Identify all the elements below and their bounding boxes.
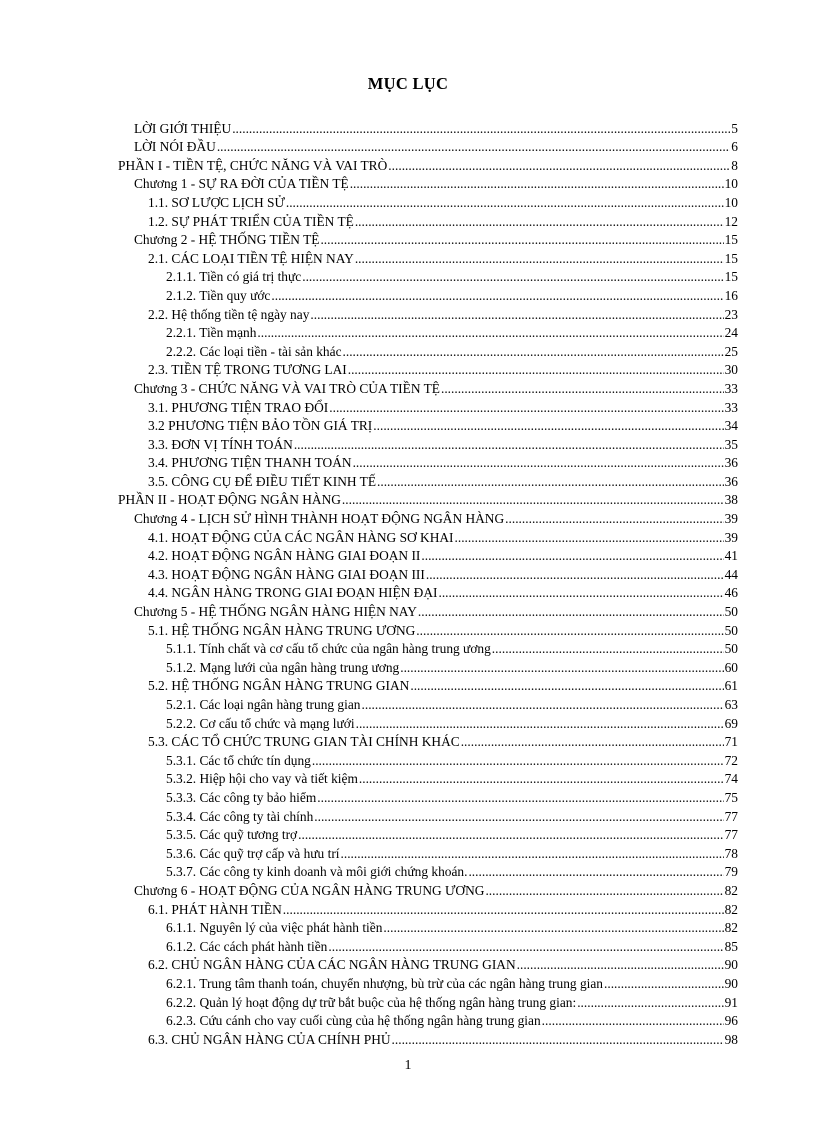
toc-entry[interactable] bbox=[118, 714, 738, 733]
toc-entry-label: 2.1.1. Tiền có giá trị thực bbox=[166, 269, 302, 285]
toc-entry-page: 38 bbox=[724, 492, 738, 508]
toc-entry-label: PHẦN I - TIỀN TỆ, CHỨC NĂNG VÀ VAI TRÒ bbox=[118, 157, 388, 173]
toc-entry-page: 36 bbox=[724, 455, 738, 471]
toc-entry-page: 50 bbox=[724, 622, 738, 638]
toc-entry[interactable] bbox=[118, 844, 738, 863]
toc-entry[interactable] bbox=[118, 733, 738, 752]
dot-leader bbox=[320, 231, 723, 249]
toc-entry[interactable] bbox=[118, 584, 738, 603]
toc-entry-label: 5.3.2. Hiệp hội cho vay và tiết kiệm bbox=[166, 771, 358, 787]
toc-entry-page: 90 bbox=[724, 957, 738, 973]
toc-entry-label: 3.2 PHƯƠNG TIỆN BẢO TỒN GIÁ TRỊ bbox=[148, 418, 373, 434]
toc-entry-page: 72 bbox=[724, 752, 738, 768]
toc-entry[interactable] bbox=[118, 677, 738, 696]
toc-entry[interactable] bbox=[118, 379, 738, 398]
toc-entry-label: 2.1.2. Tiền quy ước bbox=[166, 287, 271, 303]
toc-entry[interactable] bbox=[118, 472, 738, 491]
toc-entry-page: 50 bbox=[724, 604, 738, 620]
toc-entry-page: 39 bbox=[724, 511, 738, 527]
toc-entry-label: 2.1. CÁC LOẠI TIỀN TỆ HIỆN NAY bbox=[148, 250, 354, 266]
dot-leader bbox=[441, 380, 724, 398]
toc-entry[interactable] bbox=[118, 826, 738, 845]
dot-leader bbox=[383, 919, 723, 937]
toc-entry-label: 6.1.2. Các cách phát hành tiền bbox=[166, 938, 328, 954]
toc-entry-label: 5.3.3. Các công ty bảo hiểm bbox=[166, 789, 317, 805]
toc-entry[interactable] bbox=[118, 491, 738, 510]
toc-entry-page: 41 bbox=[724, 548, 738, 564]
toc-entry-label: 5.1.2. Mạng lưới của ngân hàng trung ương bbox=[166, 659, 400, 675]
dot-leader bbox=[350, 175, 724, 193]
toc-entry-label: 5.2.2. Cơ cấu tổ chức và mạng lưới bbox=[166, 715, 355, 731]
toc-entry-page: 46 bbox=[724, 585, 738, 601]
toc-entry[interactable] bbox=[118, 919, 738, 938]
toc-entry[interactable] bbox=[118, 900, 738, 919]
dot-leader bbox=[485, 882, 723, 900]
toc-entry[interactable] bbox=[118, 1030, 738, 1049]
toc-entry-label: Chương 5 - HỆ THỐNG NGÂN HÀNG HIỆN NAY bbox=[134, 604, 417, 620]
dot-leader bbox=[426, 566, 724, 584]
dot-leader bbox=[217, 138, 730, 156]
toc-entry-label: 5.3.6. Các quỹ trợ cấp và hưu trí bbox=[166, 845, 340, 861]
dot-leader bbox=[577, 994, 723, 1012]
toc-entry-label: 5.3. CÁC TỔ CHỨC TRUNG GIAN TÀI CHÍNH KHÁC bbox=[148, 734, 460, 750]
toc-entry-label: 3.4. PHƯƠNG TIỆN THANH TOÁN bbox=[148, 455, 352, 471]
toc-entry-label: 3.3. ĐƠN VỊ TÍNH TOÁN bbox=[148, 436, 293, 452]
toc-entry[interactable] bbox=[118, 640, 738, 659]
dot-leader bbox=[312, 752, 724, 770]
toc-entry-page: 82 bbox=[724, 882, 738, 898]
toc-entry-label: 4.4. NGÂN HÀNG TRONG GIAI ĐOẠN HIỆN ĐẠI bbox=[148, 585, 438, 601]
dot-leader bbox=[517, 956, 724, 974]
dot-leader bbox=[310, 306, 723, 324]
dot-leader bbox=[373, 417, 723, 435]
dot-leader bbox=[298, 826, 723, 844]
dot-leader bbox=[271, 287, 723, 305]
dot-leader bbox=[355, 213, 724, 231]
toc-entry-label: 5.2. HỆ THỐNG NGÂN HÀNG TRUNG GIAN bbox=[148, 678, 410, 694]
toc-entry-label: 1.1. SƠ LƯỢC LỊCH SỬ bbox=[148, 194, 285, 210]
toc-entry-label: 5.2.1. Các loại ngân hàng trung gian bbox=[166, 697, 361, 712]
dot-leader bbox=[232, 120, 730, 138]
toc-entry[interactable] bbox=[118, 398, 738, 417]
toc-entry-label: 6.3. CHỦ NGÂN HÀNG CỦA CHÍNH PHỦ bbox=[148, 1031, 391, 1047]
toc-entry-page: 33 bbox=[724, 399, 738, 415]
dot-leader bbox=[492, 640, 724, 658]
toc-entry-label: Chương 4 - LỊCH SỬ HÌNH THÀNH HOẠT ĐỘNG NGÂN HÀNG bbox=[134, 511, 505, 527]
toc-entry-page: 74 bbox=[724, 771, 738, 787]
toc-entry[interactable] bbox=[118, 881, 738, 900]
dot-leader bbox=[341, 845, 724, 863]
dot-leader bbox=[359, 770, 724, 788]
toc-entry-page: 12 bbox=[724, 213, 738, 229]
toc-entry[interactable] bbox=[118, 175, 738, 194]
toc-entry[interactable] bbox=[118, 324, 738, 343]
toc-entry-label: Chương 2 - HỆ THỐNG TIỀN TỆ bbox=[134, 232, 320, 248]
dot-leader bbox=[410, 677, 723, 695]
dot-leader bbox=[468, 863, 723, 881]
table-of-contents bbox=[118, 119, 738, 1049]
toc-entry-page: 10 bbox=[724, 194, 738, 210]
toc-entry[interactable] bbox=[118, 695, 738, 714]
dot-leader bbox=[314, 808, 723, 826]
toc-entry-page: 23 bbox=[724, 306, 738, 322]
dot-leader bbox=[286, 194, 724, 212]
toc-entry[interactable] bbox=[118, 138, 738, 157]
toc-entry[interactable] bbox=[118, 435, 738, 454]
toc-entry-label: 2.2.2. Các loại tiền - tài sản khác bbox=[166, 343, 342, 359]
toc-entry[interactable] bbox=[118, 509, 738, 528]
toc-entry-label: 6.1.1. Nguyên lý của việc phát hành tiền bbox=[166, 920, 383, 936]
toc-entry[interactable] bbox=[118, 1012, 738, 1031]
toc-entry-label: LỜI GIỚI THIỆU bbox=[134, 120, 232, 136]
toc-entry-label: 1.2. SỰ PHÁT TRIỂN CỦA TIỀN TỆ bbox=[148, 213, 354, 229]
dot-leader bbox=[542, 1012, 724, 1030]
toc-entry-page: 50 bbox=[724, 641, 738, 657]
toc-entry-label: Chương 1 - SỰ RA ĐỜI CỦA TIỀN TỆ bbox=[134, 176, 349, 192]
dot-leader bbox=[438, 584, 723, 602]
dot-leader bbox=[377, 473, 724, 491]
toc-entry[interactable] bbox=[118, 342, 738, 361]
toc-entry[interactable] bbox=[118, 993, 738, 1012]
toc-entry-page: 82 bbox=[724, 920, 738, 936]
dot-leader bbox=[329, 399, 723, 417]
toc-entry-page: 77 bbox=[724, 827, 738, 843]
toc-entry-label: 5.3.1. Các tổ chức tín dụng bbox=[166, 752, 311, 768]
toc-entry[interactable] bbox=[118, 937, 738, 956]
page-number: 1 bbox=[404, 1058, 412, 1073]
dot-leader bbox=[421, 547, 723, 565]
toc-entry[interactable] bbox=[118, 621, 738, 640]
toc-entry-label: Chương 6 - HOẠT ĐỘNG CỦA NGÂN HÀNG TRUNG ƯƠNG bbox=[134, 882, 485, 898]
toc-entry-label: 5.1. HỆ THỐNG NGÂN HÀNG TRUNG ƯƠNG bbox=[148, 622, 416, 638]
toc-entry-page: 98 bbox=[724, 1031, 738, 1047]
dot-leader bbox=[257, 324, 723, 342]
dot-leader bbox=[418, 603, 724, 621]
dot-leader bbox=[328, 938, 723, 956]
toc-entry-page: 71 bbox=[724, 734, 738, 750]
toc-entry-label: 5.3.4. Các công ty tài chính bbox=[166, 808, 314, 824]
dot-leader bbox=[505, 510, 723, 528]
toc-entry-label: 2.2. Hệ thống tiền tệ ngày nay bbox=[148, 306, 310, 322]
toc-entry-label: 3.5. CÔNG CỤ ĐỂ ĐIỀU TIẾT KINH TẾ bbox=[148, 473, 376, 489]
toc-entry-page: 36 bbox=[724, 473, 738, 489]
toc-entry[interactable] bbox=[118, 565, 738, 584]
toc-entry-page: 16 bbox=[724, 287, 738, 303]
toc-entry-label: 5.3.7. Các công ty kinh doanh và môi giới chứng khoán. bbox=[166, 864, 468, 880]
toc-entry-label: Chương 3 - CHỨC NĂNG VÀ VAI TRÒ CỦA TIỀN TỆ bbox=[134, 380, 440, 396]
toc-entry-label: 5.3.5. Các quỹ tương trợ bbox=[166, 827, 298, 843]
dot-leader bbox=[461, 733, 724, 751]
toc-entry-page: 15 bbox=[724, 250, 738, 266]
dot-leader bbox=[302, 268, 723, 286]
toc-entry-label: 6.1. PHÁT HÀNH TIỀN bbox=[148, 901, 282, 917]
toc-entry[interactable] bbox=[118, 286, 738, 305]
toc-entry-label: 6.2.3. Cứu cánh cho vay cuối cùng của hệ thống ngân hàng trung gian bbox=[166, 1013, 541, 1029]
toc-entry[interactable] bbox=[118, 528, 738, 547]
toc-entry-label: 5.1.1. Tính chất và cơ cấu tổ chức của ngân hàng trung ương bbox=[166, 641, 491, 657]
toc-entry[interactable] bbox=[118, 658, 738, 677]
dot-leader bbox=[294, 436, 724, 454]
toc-entry-page: 15 bbox=[724, 232, 738, 248]
toc-entry-label: 6.2. CHỦ NGÂN HÀNG CỦA CÁC NGÂN HÀNG TRUNG GIAN bbox=[148, 957, 516, 973]
toc-entry[interactable] bbox=[118, 751, 738, 770]
toc-entry-label: 4.3. HOẠT ĐỘNG NGÂN HÀNG GIAI ĐOẠN III bbox=[148, 566, 425, 582]
toc-entry-page: 63 bbox=[724, 697, 738, 712]
dot-leader bbox=[392, 1031, 724, 1049]
toc-entry[interactable] bbox=[118, 156, 738, 175]
toc-entry[interactable] bbox=[118, 193, 738, 212]
dot-leader bbox=[283, 901, 724, 919]
toc-entry-label: 6.2.1. Trung tâm thanh toán, chuyển nhượng, bù trừ của các ngân hàng trung gian bbox=[166, 975, 603, 991]
toc-entry-page: 75 bbox=[724, 789, 738, 805]
dot-leader bbox=[416, 622, 723, 640]
toc-entry[interactable] bbox=[118, 956, 738, 975]
toc-entry-page: 82 bbox=[724, 901, 738, 917]
dot-leader bbox=[362, 696, 724, 714]
toc-entry-label: 2.3. TIỀN TỆ TRONG TƯƠNG LAI bbox=[148, 362, 347, 378]
toc-entry-label: 2.2.1. Tiền mạnh bbox=[166, 325, 257, 341]
toc-entry-page: 5 bbox=[731, 120, 738, 136]
toc-entry[interactable] bbox=[118, 770, 738, 789]
toc-entry[interactable] bbox=[118, 974, 738, 993]
toc-entry-page: 96 bbox=[724, 1013, 738, 1029]
toc-entry-page: 85 bbox=[724, 938, 738, 954]
toc-entry[interactable] bbox=[118, 119, 738, 138]
toc-entry[interactable] bbox=[118, 454, 738, 473]
toc-entry-label: 3.1. PHƯƠNG TIỆN TRAO ĐỔI bbox=[148, 399, 329, 415]
toc-entry[interactable] bbox=[118, 212, 738, 231]
toc-entry-page: 33 bbox=[724, 380, 738, 396]
toc-entry[interactable] bbox=[118, 231, 738, 250]
toc-entry-page: 90 bbox=[724, 975, 738, 991]
toc-entry-page: 30 bbox=[724, 362, 738, 378]
toc-entry[interactable] bbox=[118, 602, 738, 621]
dot-leader bbox=[400, 659, 723, 677]
dot-leader bbox=[355, 250, 724, 268]
toc-entry[interactable] bbox=[118, 863, 738, 882]
toc-entry-page: 69 bbox=[724, 715, 738, 731]
dot-leader bbox=[317, 789, 723, 807]
toc-entry[interactable] bbox=[118, 807, 738, 826]
toc-entry[interactable] bbox=[118, 417, 738, 436]
toc-entry-page: 10 bbox=[724, 176, 738, 192]
toc-entry[interactable] bbox=[118, 361, 738, 380]
toc-entry-page: 25 bbox=[724, 343, 738, 359]
toc-entry-page: 44 bbox=[724, 566, 738, 582]
toc-entry[interactable] bbox=[118, 547, 738, 566]
dot-leader bbox=[343, 343, 724, 361]
toc-entry[interactable] bbox=[118, 305, 738, 324]
toc-entry-label: LỜI NÓI ĐẦU bbox=[134, 139, 216, 155]
page-title: MỤC LỤC bbox=[367, 74, 449, 93]
toc-entry[interactable] bbox=[118, 268, 738, 287]
dot-leader bbox=[356, 715, 724, 733]
toc-entry-page: 91 bbox=[724, 994, 738, 1010]
toc-entry-page: 39 bbox=[724, 529, 738, 545]
toc-entry-page: 79 bbox=[724, 864, 738, 880]
toc-entry-label: 4.2. HOẠT ĐỘNG NGÂN HÀNG GIAI ĐOẠN II bbox=[148, 548, 421, 564]
toc-entry-page: 6 bbox=[731, 139, 738, 155]
toc-entry-page: 78 bbox=[724, 845, 738, 861]
toc-entry-page: 24 bbox=[724, 325, 738, 341]
toc-entry[interactable] bbox=[118, 788, 738, 807]
dot-leader bbox=[353, 454, 724, 472]
dot-leader bbox=[604, 975, 724, 993]
toc-entry-label: PHẦN II - HOẠT ĐỘNG NGÂN HÀNG bbox=[118, 492, 341, 508]
dot-leader bbox=[342, 491, 724, 509]
dot-leader bbox=[388, 157, 730, 175]
dot-leader bbox=[455, 529, 724, 547]
toc-entry-page: 77 bbox=[724, 808, 738, 824]
toc-entry[interactable] bbox=[118, 249, 738, 268]
toc-entry-page: 8 bbox=[731, 157, 738, 173]
toc-entry-page: 60 bbox=[724, 659, 738, 675]
toc-entry-page: 34 bbox=[724, 418, 738, 434]
toc-entry-label: 6.2.2. Quản lý hoạt động dự trữ bắt buộc của hệ thống ngân hàng trung gian: bbox=[166, 994, 577, 1010]
toc-entry-page: 35 bbox=[724, 436, 738, 452]
toc-entry-label: 4.1. HOẠT ĐỘNG CỦA CÁC NGÂN HÀNG SƠ KHAI bbox=[148, 529, 454, 545]
toc-entry-page: 15 bbox=[724, 269, 738, 285]
toc-entry-page: 61 bbox=[724, 678, 738, 694]
dot-leader bbox=[348, 361, 724, 379]
